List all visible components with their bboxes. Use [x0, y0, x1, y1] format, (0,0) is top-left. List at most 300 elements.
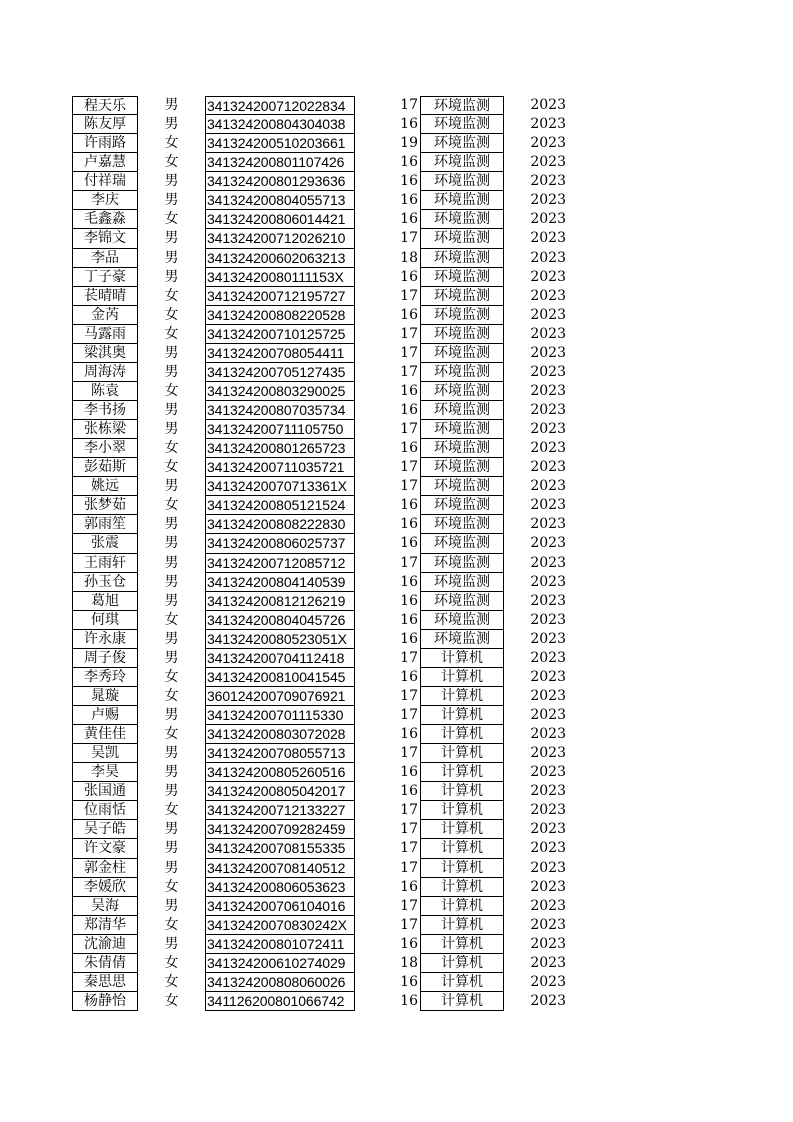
table-row — [0, 744, 793, 763]
major-cell: 环境监测 — [420, 401, 504, 420]
age-cell: 16 — [400, 382, 418, 399]
gender-cell: 男 — [164, 116, 179, 133]
enrollment-year-cell: 2023 — [530, 859, 566, 876]
id-number-cell: 341324200801072411 — [205, 935, 355, 954]
enrollment-year-cell: 2023 — [530, 630, 566, 647]
age-cell: 16 — [400, 497, 418, 514]
enrollment-year-cell: 2023 — [530, 192, 566, 209]
id-number-cell: 341324200801293636 — [205, 172, 355, 191]
enrollment-year-cell: 2023 — [530, 687, 566, 704]
major-cell: 计算机 — [420, 839, 504, 858]
age-cell: 16 — [400, 668, 418, 685]
id-number-cell: 341324200804045726 — [205, 611, 355, 630]
major-cell: 计算机 — [420, 973, 504, 992]
age-cell: 16 — [400, 154, 418, 171]
table-row — [0, 782, 793, 801]
major-cell: 环境监测 — [420, 630, 504, 649]
table-row — [0, 916, 793, 935]
age-cell: 16 — [400, 630, 418, 647]
gender-cell: 女 — [164, 916, 179, 933]
student-name-cell: 姚远 — [72, 477, 138, 496]
age-cell: 16 — [400, 973, 418, 990]
table-row — [0, 306, 793, 325]
age-cell: 17 — [400, 916, 418, 933]
age-cell: 16 — [400, 878, 418, 895]
age-cell: 16 — [400, 173, 418, 190]
table-row — [0, 954, 793, 973]
student-name-cell: 丁子豪 — [72, 268, 138, 287]
table-row — [0, 973, 793, 992]
id-number-cell: 341324200805121524 — [205, 496, 355, 515]
student-name-cell: 程天乐 — [72, 96, 138, 115]
gender-cell: 女 — [164, 440, 179, 457]
major-cell: 计算机 — [420, 859, 504, 878]
enrollment-year-cell: 2023 — [530, 287, 566, 304]
student-name-cell: 张震 — [72, 534, 138, 553]
student-name-cell: 彭茹斯 — [72, 458, 138, 477]
table-row — [0, 401, 793, 420]
table-row — [0, 477, 793, 496]
major-cell: 计算机 — [420, 992, 504, 1011]
gender-cell: 女 — [164, 611, 179, 628]
age-cell: 17 — [400, 554, 418, 571]
age-cell: 17 — [400, 478, 418, 495]
enrollment-year-cell: 2023 — [530, 973, 566, 990]
student-name-cell: 许雨路 — [72, 134, 138, 153]
id-number-cell: 341324200710125725 — [205, 325, 355, 344]
table-row — [0, 287, 793, 306]
table-row — [0, 935, 793, 954]
gender-cell: 男 — [164, 745, 179, 762]
gender-cell: 女 — [164, 459, 179, 476]
id-number-cell: 341324200712085712 — [205, 554, 355, 573]
enrollment-year-cell: 2023 — [530, 116, 566, 133]
id-number-cell: 360124200709076921 — [205, 687, 355, 706]
enrollment-year-cell: 2023 — [530, 821, 566, 838]
student-name-cell: 周海涛 — [72, 363, 138, 382]
student-name-cell: 许永康 — [72, 630, 138, 649]
age-cell: 16 — [400, 211, 418, 228]
enrollment-year-cell: 2023 — [530, 363, 566, 380]
table-row — [0, 420, 793, 439]
gender-cell: 男 — [164, 249, 179, 266]
major-cell: 计算机 — [420, 897, 504, 916]
table-row — [0, 268, 793, 287]
enrollment-year-cell: 2023 — [530, 707, 566, 723]
enrollment-year-cell: 2023 — [530, 668, 566, 685]
enrollment-year-cell: 2023 — [530, 478, 566, 495]
student-name-cell: 李秀玲 — [72, 668, 138, 687]
id-number-cell: 341324200805042017 — [205, 782, 355, 801]
major-cell: 环境监测 — [420, 191, 504, 210]
age-cell: 19 — [400, 135, 418, 152]
gender-cell: 男 — [164, 478, 179, 495]
id-number-cell: 341324200706104016 — [205, 897, 355, 916]
major-cell: 环境监测 — [420, 496, 504, 515]
table-row — [0, 515, 793, 534]
major-cell: 环境监测 — [420, 458, 504, 477]
student-name-cell: 何琪 — [72, 611, 138, 630]
major-cell: 环境监测 — [420, 534, 504, 553]
major-cell: 计算机 — [420, 820, 504, 839]
id-number-cell: 341324200712133227 — [205, 801, 355, 820]
major-cell: 环境监测 — [420, 573, 504, 592]
id-number-cell: 341324200708054411 — [205, 344, 355, 363]
enrollment-year-cell: 2023 — [530, 878, 566, 895]
table-row — [0, 134, 793, 153]
gender-cell: 女 — [164, 135, 179, 152]
gender-cell: 男 — [164, 554, 179, 571]
id-number-cell: 341324200708055713 — [205, 744, 355, 763]
age-cell: 17 — [400, 459, 418, 476]
student-name-cell: 黄佳佳 — [72, 725, 138, 744]
major-cell: 环境监测 — [420, 306, 504, 325]
id-number-cell: 341324200709282459 — [205, 820, 355, 839]
student-name-cell: 张梦茹 — [72, 496, 138, 515]
student-name-cell: 李小翠 — [72, 439, 138, 458]
gender-cell: 男 — [164, 192, 179, 209]
age-cell: 16 — [400, 573, 418, 590]
major-cell: 计算机 — [420, 954, 504, 973]
table-row — [0, 668, 793, 687]
id-number-cell: 341324200704112418 — [205, 649, 355, 668]
table-row — [0, 878, 793, 897]
student-name-cell: 李庆 — [72, 191, 138, 210]
id-number-cell: 34132420070830242X — [205, 916, 355, 935]
enrollment-year-cell: 2023 — [530, 935, 566, 952]
major-cell: 环境监测 — [420, 134, 504, 153]
enrollment-year-cell: 2023 — [530, 497, 566, 514]
student-name-cell: 许文豪 — [72, 839, 138, 858]
major-cell: 环境监测 — [420, 382, 504, 401]
enrollment-year-cell: 2023 — [530, 268, 566, 285]
major-cell: 环境监测 — [420, 554, 504, 573]
age-cell: 17 — [400, 344, 418, 361]
student-table — [0, 96, 793, 1011]
table-row — [0, 382, 793, 401]
table-row — [0, 763, 793, 782]
table-row — [0, 363, 793, 382]
major-cell: 环境监测 — [420, 249, 504, 268]
major-cell: 计算机 — [420, 706, 504, 725]
table-row — [0, 592, 793, 611]
id-number-cell: 341324200805260516 — [205, 763, 355, 782]
age-cell: 17 — [400, 859, 418, 876]
gender-cell: 男 — [164, 592, 179, 609]
table-row — [0, 115, 793, 134]
major-cell: 环境监测 — [420, 229, 504, 248]
gender-cell: 男 — [164, 402, 179, 418]
table-row — [0, 210, 793, 229]
major-cell: 计算机 — [420, 649, 504, 668]
id-number-cell: 341324200711105750 — [205, 420, 355, 439]
age-cell: 16 — [400, 116, 418, 133]
age-cell: 16 — [400, 402, 418, 418]
id-number-cell: 341324200712195727 — [205, 287, 355, 306]
gender-cell: 男 — [164, 764, 179, 781]
gender-cell: 男 — [164, 649, 179, 666]
enrollment-year-cell: 2023 — [530, 402, 566, 418]
enrollment-year-cell: 2023 — [530, 306, 566, 323]
age-cell: 17 — [400, 649, 418, 666]
gender-cell: 男 — [164, 230, 179, 247]
enrollment-year-cell: 2023 — [530, 992, 566, 1009]
id-number-cell: 341324200711035721 — [205, 458, 355, 477]
enrollment-year-cell: 2023 — [530, 154, 566, 171]
gender-cell: 男 — [164, 268, 179, 285]
major-cell: 环境监测 — [420, 287, 504, 306]
table-row — [0, 153, 793, 172]
table-row — [0, 897, 793, 916]
major-cell: 环境监测 — [420, 611, 504, 630]
student-name-cell: 马露雨 — [72, 325, 138, 344]
student-name-cell: 张栋梁 — [72, 420, 138, 439]
student-name-cell: 陈袁 — [72, 382, 138, 401]
age-cell: 16 — [400, 440, 418, 457]
student-name-cell: 秦思思 — [72, 973, 138, 992]
gender-cell: 女 — [164, 211, 179, 228]
gender-cell: 女 — [164, 325, 179, 342]
major-cell: 计算机 — [420, 801, 504, 820]
student-name-cell: 陈友厚 — [72, 115, 138, 134]
age-cell: 16 — [400, 592, 418, 609]
table-row — [0, 630, 793, 649]
student-name-cell: 梁淇奥 — [72, 344, 138, 363]
major-cell: 计算机 — [420, 782, 504, 801]
age-cell: 17 — [400, 707, 418, 723]
gender-cell: 女 — [164, 306, 179, 323]
major-cell: 环境监测 — [420, 268, 504, 287]
id-number-cell: 341324200810041545 — [205, 668, 355, 687]
gender-cell: 女 — [164, 878, 179, 895]
age-cell: 16 — [400, 535, 418, 552]
major-cell: 计算机 — [420, 916, 504, 935]
id-number-cell: 341324200804304038 — [205, 115, 355, 134]
id-number-cell: 341324200801265723 — [205, 439, 355, 458]
table-row — [0, 573, 793, 592]
student-name-cell: 郑清华 — [72, 916, 138, 935]
id-number-cell: 341324200803072028 — [205, 725, 355, 744]
student-name-cell: 晁璇 — [72, 687, 138, 706]
enrollment-year-cell: 2023 — [530, 459, 566, 476]
student-name-cell: 毛鑫淼 — [72, 210, 138, 229]
table-row — [0, 611, 793, 630]
gender-cell: 男 — [164, 783, 179, 800]
student-name-cell: 卢嘉慧 — [72, 153, 138, 172]
gender-cell: 男 — [164, 97, 179, 113]
student-name-cell: 李锦文 — [72, 229, 138, 248]
table-row — [0, 172, 793, 191]
major-cell: 计算机 — [420, 725, 504, 744]
gender-cell: 男 — [164, 859, 179, 876]
student-name-cell: 沈渝迪 — [72, 935, 138, 954]
gender-cell: 女 — [164, 954, 179, 971]
major-cell: 环境监测 — [420, 172, 504, 191]
enrollment-year-cell: 2023 — [530, 554, 566, 571]
age-cell: 16 — [400, 992, 418, 1009]
gender-cell: 女 — [164, 497, 179, 514]
id-number-cell: 341324200808060026 — [205, 973, 355, 992]
table-row — [0, 687, 793, 706]
age-cell: 17 — [400, 363, 418, 380]
id-number-cell: 341324200602063213 — [205, 249, 355, 268]
id-number-cell: 341324200812126219 — [205, 592, 355, 611]
age-cell: 16 — [400, 935, 418, 952]
id-number-cell: 341324200806025737 — [205, 534, 355, 553]
age-cell: 16 — [400, 611, 418, 628]
enrollment-year-cell: 2023 — [530, 726, 566, 743]
age-cell: 17 — [400, 821, 418, 838]
student-name-cell: 李品 — [72, 249, 138, 268]
table-row — [0, 96, 793, 115]
major-cell: 环境监测 — [420, 96, 504, 115]
age-cell: 16 — [400, 192, 418, 209]
table-row — [0, 249, 793, 268]
gender-cell: 女 — [164, 154, 179, 171]
table-row — [0, 458, 793, 477]
id-number-cell: 341324200803290025 — [205, 382, 355, 401]
gender-cell: 男 — [164, 707, 179, 723]
gender-cell: 男 — [164, 840, 179, 857]
student-name-cell: 周子俊 — [72, 649, 138, 668]
student-name-cell: 郭雨笙 — [72, 515, 138, 534]
table-row — [0, 992, 793, 1011]
age-cell: 17 — [400, 421, 418, 438]
enrollment-year-cell: 2023 — [530, 173, 566, 190]
enrollment-year-cell: 2023 — [530, 97, 566, 113]
table-row — [0, 706, 793, 725]
age-cell: 17 — [400, 745, 418, 762]
age-cell: 16 — [400, 306, 418, 323]
table-row — [0, 820, 793, 839]
student-name-cell: 孙玉仓 — [72, 573, 138, 592]
gender-cell: 女 — [164, 973, 179, 990]
student-name-cell: 位雨恬 — [72, 801, 138, 820]
id-number-cell: 341324200610274029 — [205, 954, 355, 973]
id-number-cell: 341324200510203661 — [205, 134, 355, 153]
major-cell: 计算机 — [420, 878, 504, 897]
major-cell: 环境监测 — [420, 153, 504, 172]
age-cell: 18 — [400, 954, 418, 971]
id-number-cell: 341324200806053623 — [205, 878, 355, 897]
enrollment-year-cell: 2023 — [530, 382, 566, 399]
age-cell: 16 — [400, 764, 418, 781]
student-name-cell: 李昊 — [72, 763, 138, 782]
major-cell: 环境监测 — [420, 325, 504, 344]
enrollment-year-cell: 2023 — [530, 802, 566, 819]
enrollment-year-cell: 2023 — [530, 211, 566, 228]
enrollment-year-cell: 2023 — [530, 897, 566, 914]
age-cell: 17 — [400, 325, 418, 342]
student-name-cell: 葛旭 — [72, 592, 138, 611]
table-row — [0, 801, 793, 820]
student-name-cell: 朱倩倩 — [72, 954, 138, 973]
id-number-cell: 341324200801107426 — [205, 153, 355, 172]
enrollment-year-cell: 2023 — [530, 135, 566, 152]
age-cell: 16 — [400, 783, 418, 800]
table-row — [0, 325, 793, 344]
student-name-cell: 吴凯 — [72, 744, 138, 763]
student-name-cell: 金芮 — [72, 306, 138, 325]
id-number-cell: 341324200808222830 — [205, 515, 355, 534]
gender-cell: 男 — [164, 516, 179, 533]
enrollment-year-cell: 2023 — [530, 440, 566, 457]
age-cell: 17 — [400, 97, 418, 113]
enrollment-year-cell: 2023 — [530, 592, 566, 609]
table-row — [0, 344, 793, 363]
age-cell: 16 — [400, 516, 418, 533]
id-number-cell: 341324200708155335 — [205, 839, 355, 858]
gender-cell: 男 — [164, 821, 179, 838]
age-cell: 17 — [400, 840, 418, 857]
major-cell: 环境监测 — [420, 439, 504, 458]
age-cell: 17 — [400, 802, 418, 819]
major-cell: 计算机 — [420, 744, 504, 763]
student-name-cell: 吴子皓 — [72, 820, 138, 839]
major-cell: 环境监测 — [420, 210, 504, 229]
enrollment-year-cell: 2023 — [530, 573, 566, 590]
gender-cell: 女 — [164, 382, 179, 399]
major-cell: 环境监测 — [420, 344, 504, 363]
enrollment-year-cell: 2023 — [530, 764, 566, 781]
table-row — [0, 191, 793, 210]
id-number-cell: 341324200701115330 — [205, 706, 355, 725]
id-number-cell: 341324200708140512 — [205, 859, 355, 878]
age-cell: 17 — [400, 897, 418, 914]
age-cell: 16 — [400, 726, 418, 743]
gender-cell: 男 — [164, 897, 179, 914]
id-number-cell: 341126200801066742 — [205, 992, 355, 1011]
enrollment-year-cell: 2023 — [530, 611, 566, 628]
id-number-cell: 341324200807035734 — [205, 401, 355, 420]
table-row — [0, 496, 793, 515]
enrollment-year-cell: 2023 — [530, 840, 566, 857]
student-name-cell: 李书扬 — [72, 401, 138, 420]
gender-cell: 女 — [164, 802, 179, 819]
id-number-cell: 341324200804140539 — [205, 573, 355, 592]
enrollment-year-cell: 2023 — [530, 421, 566, 438]
gender-cell: 男 — [164, 363, 179, 380]
id-number-cell: 34132420080523051X — [205, 630, 355, 649]
major-cell: 计算机 — [420, 935, 504, 954]
major-cell: 环境监测 — [420, 115, 504, 134]
enrollment-year-cell: 2023 — [530, 516, 566, 533]
major-cell: 计算机 — [420, 687, 504, 706]
id-number-cell: 341324200712022834 — [205, 96, 355, 115]
student-name-cell: 卢赐 — [72, 706, 138, 725]
gender-cell: 女 — [164, 726, 179, 743]
major-cell: 计算机 — [420, 763, 504, 782]
id-number-cell: 341324200705127435 — [205, 363, 355, 382]
student-name-cell: 郭金柱 — [72, 859, 138, 878]
student-name-cell: 苌晴晴 — [72, 287, 138, 306]
student-name-cell: 张国通 — [72, 782, 138, 801]
table-row — [0, 439, 793, 458]
table-row — [0, 534, 793, 553]
enrollment-year-cell: 2023 — [530, 954, 566, 971]
student-name-cell: 王雨轩 — [72, 554, 138, 573]
enrollment-year-cell: 2023 — [530, 745, 566, 762]
table-row — [0, 859, 793, 878]
enrollment-year-cell: 2023 — [530, 916, 566, 933]
enrollment-year-cell: 2023 — [530, 344, 566, 361]
enrollment-year-cell: 2023 — [530, 325, 566, 342]
major-cell: 环境监测 — [420, 363, 504, 382]
age-cell: 17 — [400, 287, 418, 304]
gender-cell: 女 — [164, 287, 179, 304]
enrollment-year-cell: 2023 — [530, 783, 566, 800]
id-number-cell: 34132420070713361X — [205, 477, 355, 496]
